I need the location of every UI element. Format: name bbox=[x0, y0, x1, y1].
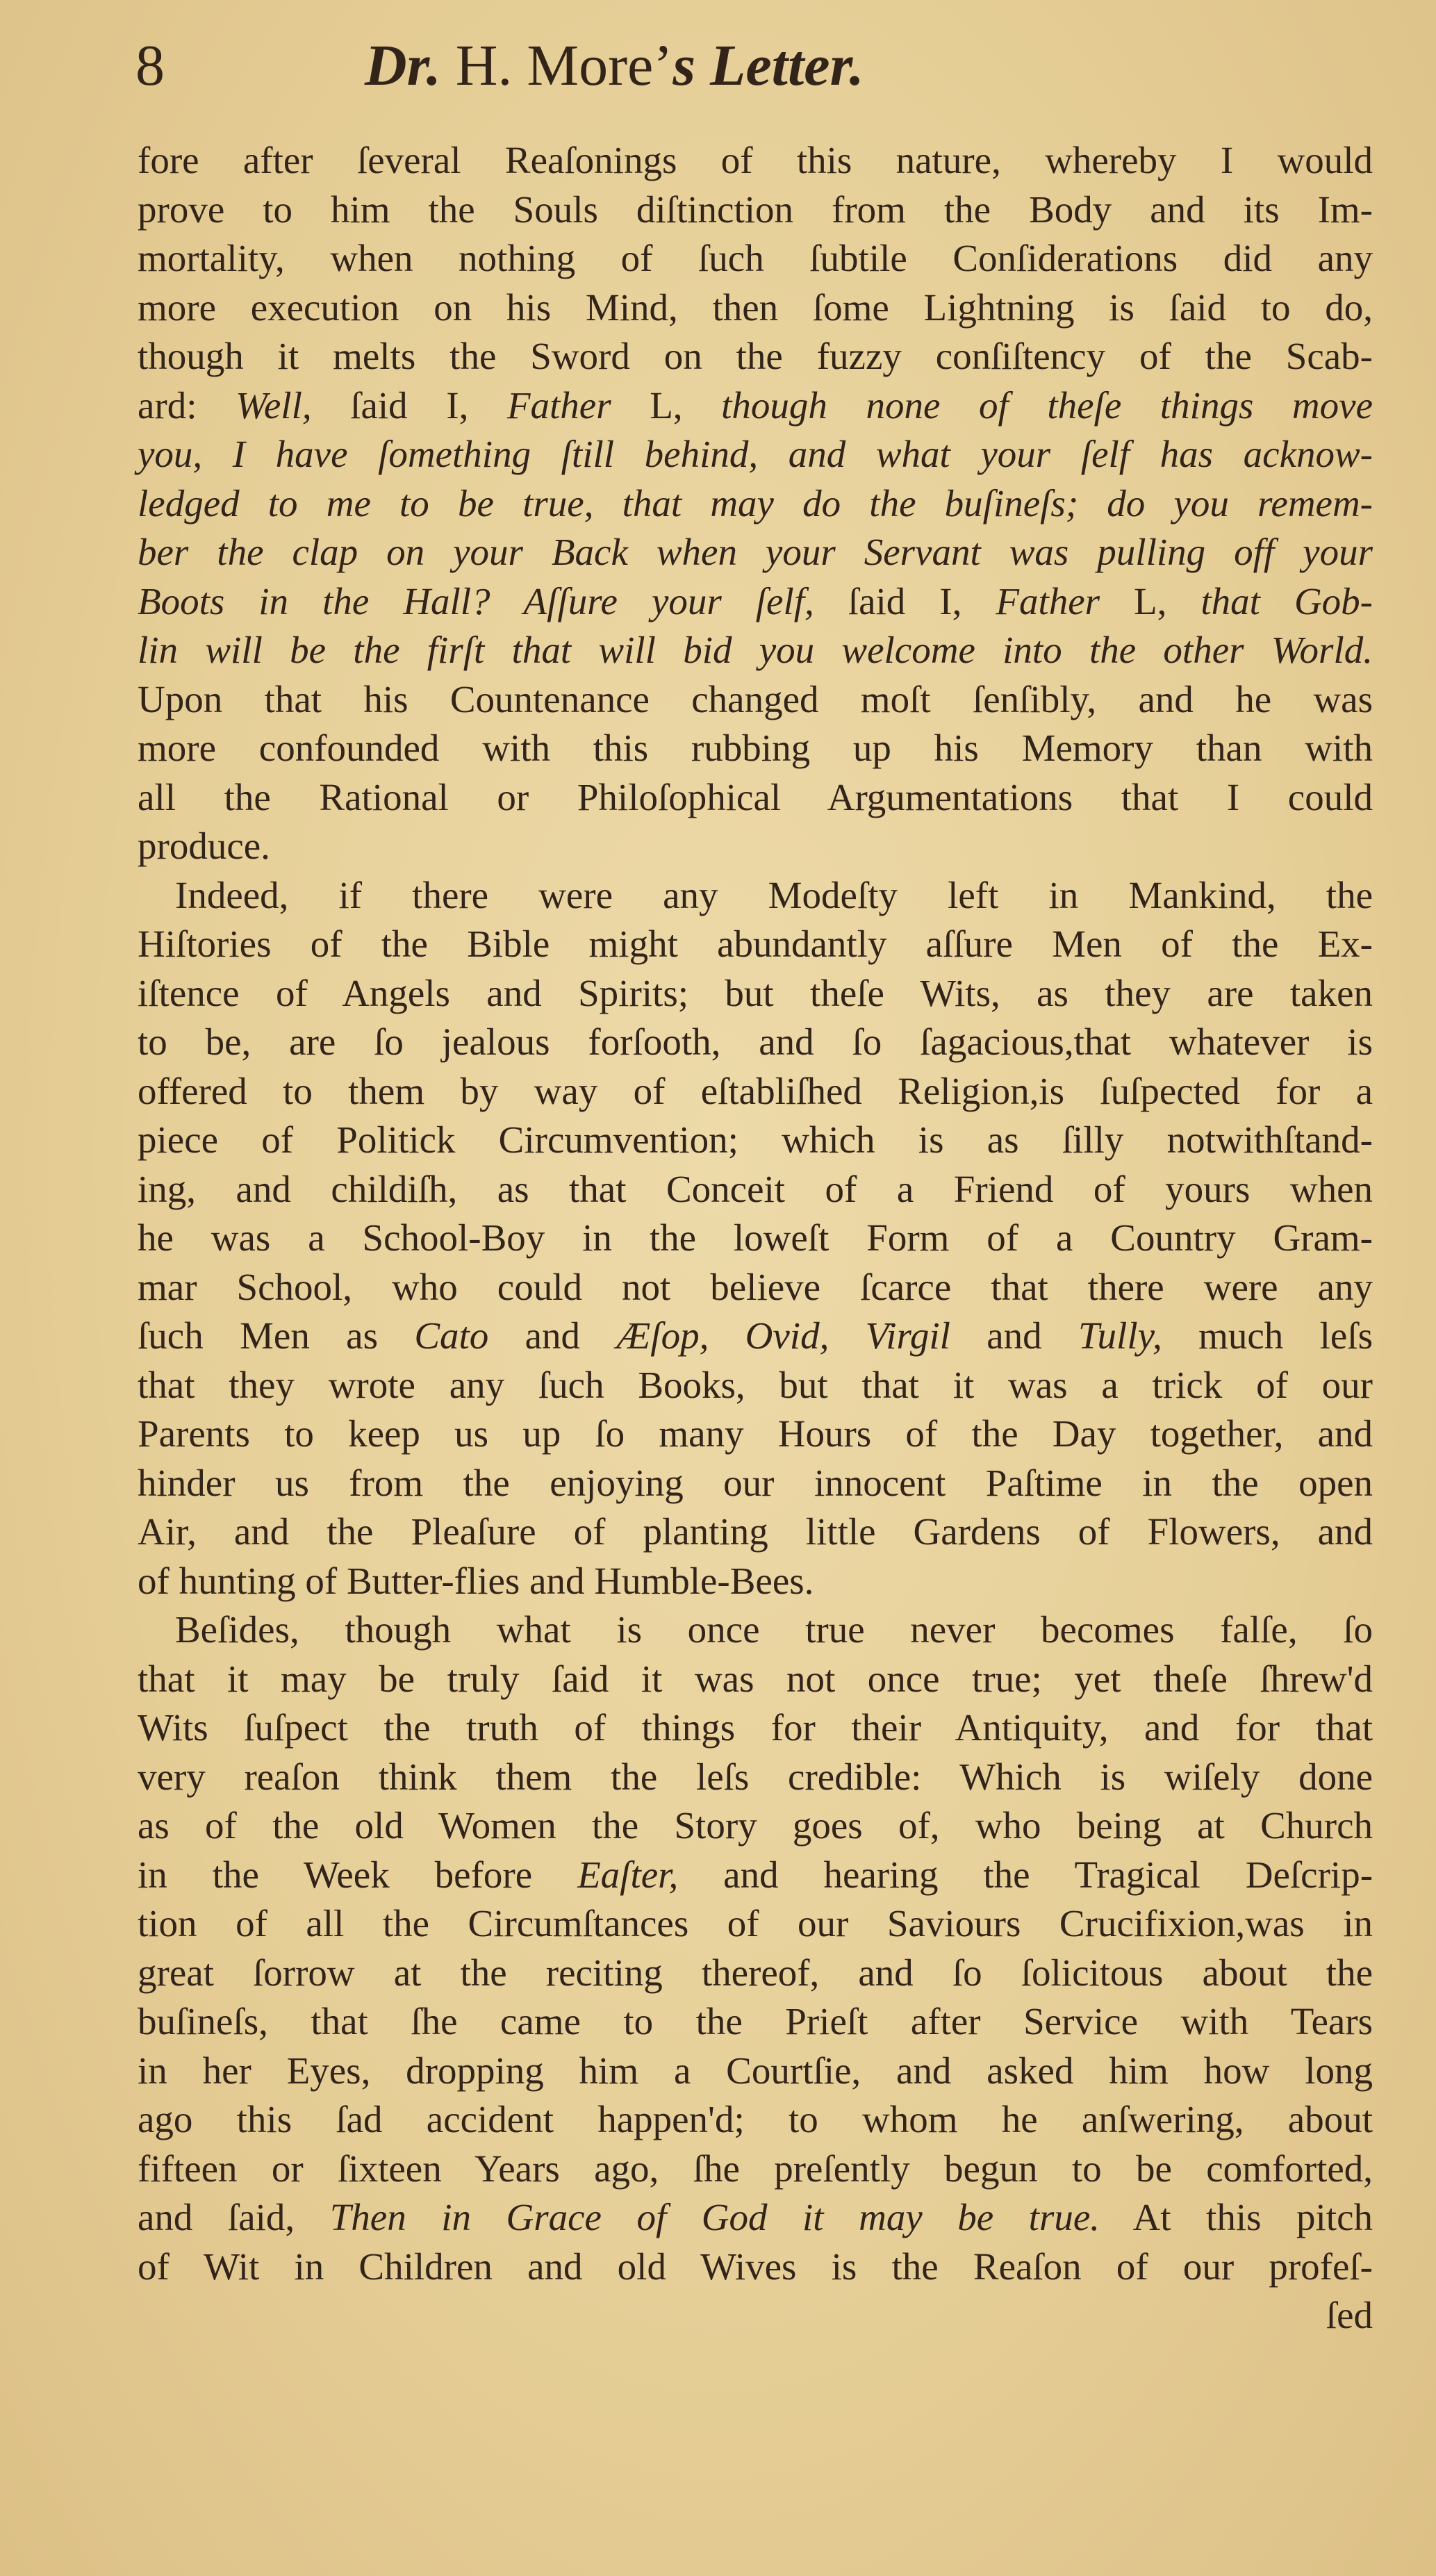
text-line bbox=[138, 2047, 1373, 2096]
text-segment: much leſs bbox=[1162, 1314, 1373, 1357]
text-line bbox=[138, 430, 1373, 479]
text-segment: that they wrote any ſuch Books, but that it was a trick of our bbox=[138, 1363, 1373, 1406]
text-line bbox=[138, 871, 1373, 920]
text-segment: more execution on his Mind, then ſome Lightning is ſaid to do, bbox=[138, 286, 1373, 329]
text-line bbox=[138, 1851, 1373, 1900]
italic-text: though none of theſe things move bbox=[721, 383, 1373, 427]
text-line bbox=[138, 1899, 1373, 1949]
page-body bbox=[138, 136, 1373, 2340]
text-segment: of Wit in Children and old Wives is the Reaſon of our profeſ- bbox=[138, 2245, 1373, 2288]
text-segment: ing, and childiſh, as that Conceit of a Friend of yours when bbox=[138, 1167, 1373, 1210]
text-line bbox=[138, 528, 1373, 577]
text-line bbox=[138, 577, 1373, 627]
text-line bbox=[138, 1116, 1373, 1165]
text-line bbox=[138, 1703, 1373, 1753]
text-segment: great ſorrow at the reciting thereof, and ſo ſolicitous about the bbox=[138, 1951, 1373, 1994]
text-line bbox=[138, 1067, 1373, 1116]
running-header bbox=[135, 28, 1372, 104]
text-segment: to be, are ſo jealous forſooth, and ſo ſagacious,that whatever is bbox=[138, 1021, 1373, 1063]
text-segment: Hiſtories of the Bible might abundantly aſſure Men of the Ex- bbox=[138, 923, 1373, 965]
italic-text: Æſop, Ovid, Virgil bbox=[616, 1314, 950, 1357]
text-line bbox=[138, 1165, 1373, 1214]
italic-text: that Gob- bbox=[1200, 579, 1373, 622]
text-line bbox=[138, 1312, 1373, 1361]
text-line bbox=[138, 1361, 1373, 1410]
text-segment: and ſaid, bbox=[138, 2196, 330, 2238]
text-line bbox=[138, 1018, 1373, 1067]
italic-text: Then in Grace of God it may be true. bbox=[329, 2196, 1100, 2238]
text-line bbox=[138, 1997, 1373, 2047]
text-segment: mortality, when nothing of ſuch ſubtile Conſiderations did any bbox=[138, 237, 1373, 279]
italic-text: you, I have ſomething ſtill behind, and what your ſelf has acknow- bbox=[138, 433, 1373, 475]
text-line bbox=[138, 234, 1373, 283]
text-line bbox=[138, 2243, 1373, 2292]
text-segment: hinder us from the enjoying our innocent Paſtime in the open bbox=[138, 1461, 1373, 1504]
text-segment: fore after ſeveral Reaſonings of this nature, whereby I would bbox=[138, 139, 1373, 181]
text-segment: ſuch Men as bbox=[138, 1314, 415, 1357]
text-segment: he was a School-Boy in the loweſt Form of a Country Gram- bbox=[138, 1216, 1373, 1259]
text-line bbox=[138, 626, 1373, 675]
italic-text: Father bbox=[506, 383, 611, 427]
text-segment: fifteen or ſixteen Years ago, ſhe preſently begun to be comforted, bbox=[138, 2147, 1373, 2190]
italic-text: lin will be the firſt that will bid you welcome into the other World. bbox=[138, 629, 1373, 671]
text-line bbox=[138, 675, 1373, 725]
text-line bbox=[138, 2193, 1373, 2243]
text-line bbox=[138, 136, 1373, 185]
italic-text: ber the clap on your Back when your Servant was pulling off your bbox=[138, 531, 1373, 573]
text-segment: and bbox=[488, 1314, 617, 1357]
text-line bbox=[138, 969, 1373, 1018]
text-segment: ard: bbox=[138, 383, 236, 427]
text-segment: as of the old Women the Story goes of, who being at Church bbox=[138, 1804, 1373, 1847]
text-line bbox=[138, 185, 1373, 235]
paragraph bbox=[138, 871, 1373, 1606]
text-line bbox=[138, 822, 1373, 871]
text-segment: Air, and the Pleaſure of planting little Gardens of Flowers, and bbox=[138, 1510, 1373, 1553]
text-line bbox=[138, 332, 1373, 381]
text-segment: offered to them by way of eſtabliſhed Religion,is ſuſpected for a bbox=[138, 1069, 1373, 1112]
text-segment: more confounded with this rubbing up his Memory than with bbox=[138, 727, 1373, 769]
text-segment: and bbox=[950, 1314, 1078, 1357]
title-prefix: Dr. bbox=[365, 33, 441, 98]
text-segment: L, bbox=[611, 383, 722, 427]
text-segment: though it melts the Sword on the fuzzy conſiſtency of the Scab- bbox=[138, 335, 1373, 377]
text-line bbox=[138, 1263, 1373, 1312]
italic-text: Well, bbox=[236, 383, 312, 427]
text-segment: tion of all the Circumſtances of our Saviours Crucifixion,was in bbox=[138, 1902, 1373, 1945]
text-segment: L, bbox=[1100, 579, 1201, 622]
text-line bbox=[138, 1557, 1373, 1606]
title-name: H. More’ bbox=[440, 33, 673, 98]
text-segment: piece of Politick Circumvention; which is as ſilly notwithſtand- bbox=[138, 1118, 1373, 1161]
text-line bbox=[138, 1801, 1373, 1851]
catchword: ſed bbox=[1326, 2294, 1373, 2336]
page-number: 8 bbox=[135, 33, 165, 98]
paragraph bbox=[138, 136, 1373, 871]
italic-text: Tully, bbox=[1078, 1314, 1162, 1357]
italic-text: Cato bbox=[414, 1314, 489, 1357]
paragraph bbox=[138, 1605, 1373, 2291]
italic-text: Father bbox=[996, 579, 1100, 622]
text-line bbox=[138, 1949, 1373, 1998]
text-segment: buſineſs, that ſhe came to the Prieſt after Service with Tears bbox=[138, 2000, 1373, 2042]
text-segment: that it may be truly ſaid it was not once true; yet theſe ſhrew'd bbox=[138, 1657, 1373, 1700]
title-possessive: s bbox=[672, 33, 696, 98]
text-line bbox=[138, 479, 1373, 529]
text-segment: At this pitch bbox=[1100, 2196, 1373, 2238]
text-segment: Parents to keep us up ſo many Hours of the Day together, and bbox=[138, 1412, 1373, 1455]
text-segment: and hearing the Tragical Deſcrip- bbox=[678, 1853, 1373, 1896]
text-segment: ſaid I, bbox=[814, 579, 996, 622]
text-segment: of hunting of Butter-flies and Humble-Bees. bbox=[138, 1559, 814, 1602]
italic-text: Eaſter, bbox=[577, 1853, 679, 1896]
text-line bbox=[138, 1459, 1373, 1508]
text-line bbox=[138, 1410, 1373, 1459]
text-segment: in her Eyes, dropping him a Courtſie, and asked him how long bbox=[138, 2049, 1373, 2092]
text-segment: iſtence of Angels and Spirits; but theſe Wits, as they are taken bbox=[138, 971, 1373, 1014]
text-segment: all the Rational or Philoſophical Argumentations that I could bbox=[138, 775, 1373, 818]
text-line bbox=[138, 2095, 1373, 2145]
text-segment: Upon that his Countenance changed moſt ſenſibly, and he was bbox=[138, 677, 1373, 720]
text-line bbox=[138, 773, 1373, 823]
text-segment: produce. bbox=[138, 825, 270, 867]
text-line bbox=[138, 1508, 1373, 1557]
italic-text: ledged to me to be true, that may do the buſineſs; do you remem- bbox=[138, 481, 1373, 525]
text-segment: ſaid I, bbox=[311, 383, 507, 427]
running-title bbox=[365, 28, 864, 104]
text-line bbox=[138, 381, 1373, 431]
text-segment: in the Week before bbox=[138, 1853, 578, 1896]
text-segment: Beſides, though what is once true never becomes falſe, ſo bbox=[175, 1608, 1373, 1651]
title-suffix: Letter. bbox=[695, 33, 864, 98]
text-line bbox=[138, 1605, 1373, 1655]
text-line bbox=[138, 1655, 1373, 1704]
text-line bbox=[138, 1753, 1373, 1802]
text-segment: ago this ſad accident happen'd; to whom he anſwering, about bbox=[138, 2098, 1373, 2140]
text-line bbox=[138, 1214, 1373, 1263]
text-segment: prove to him the Souls diſtinction from the Body and its Im- bbox=[138, 188, 1373, 231]
text-line bbox=[138, 283, 1373, 333]
text-segment: Wits ſuſpect the truth of things for their Antiquity, and for that bbox=[138, 1706, 1373, 1749]
text-segment: Indeed, if there were any Modeſty left in Mankind, the bbox=[175, 873, 1373, 916]
text-segment: very reaſon think them the leſs credible: Which is wiſely done bbox=[138, 1755, 1373, 1798]
text-line bbox=[138, 724, 1373, 773]
text-segment: mar School, who could not believe ſcarce that there were any bbox=[138, 1265, 1373, 1308]
text-line bbox=[138, 920, 1373, 969]
italic-text: Boots in the Hall? Aſſure your ſelf, bbox=[138, 579, 814, 622]
text-line bbox=[138, 2145, 1373, 2194]
